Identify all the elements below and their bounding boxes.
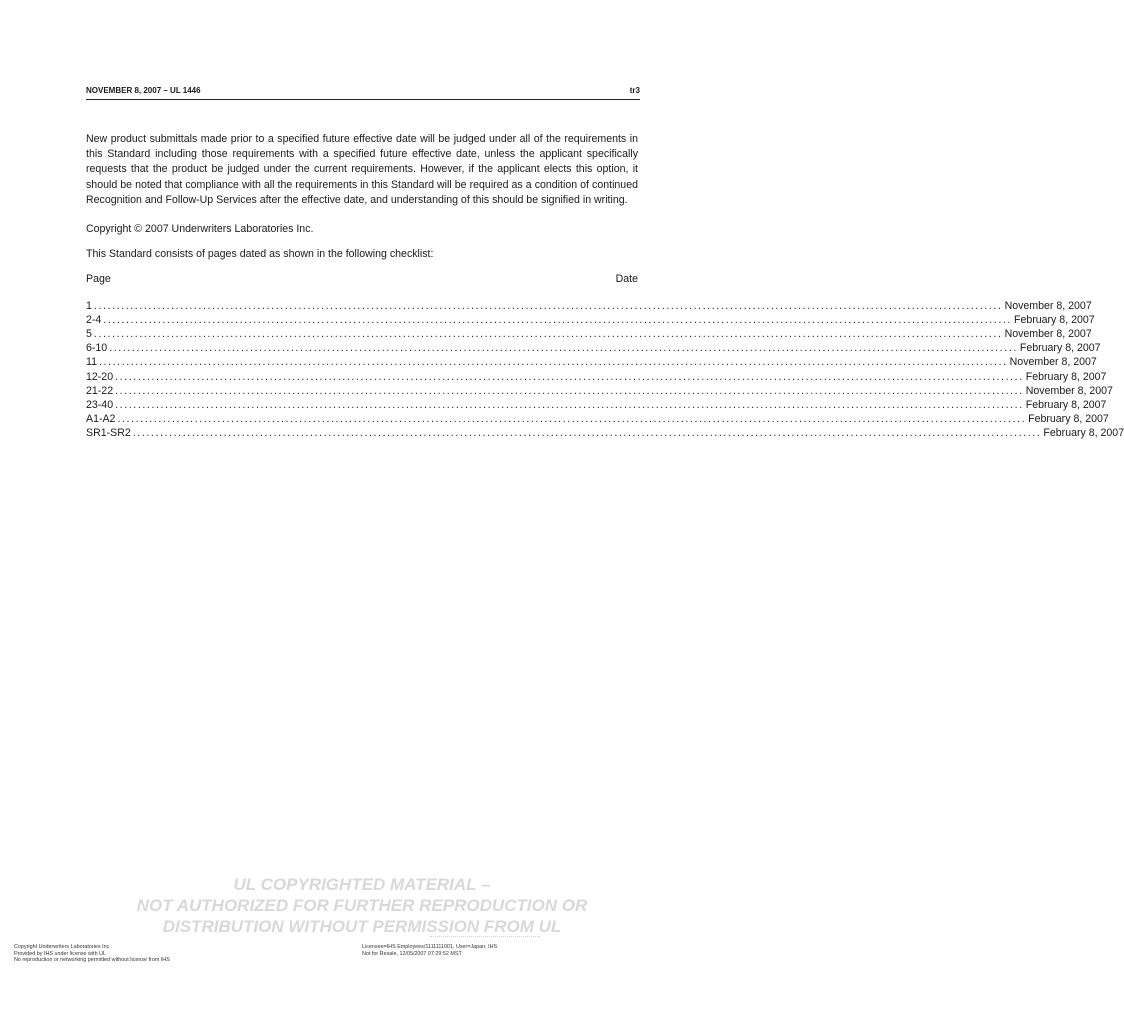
checklist-col-page: Page — [86, 273, 111, 286]
leader-dots: ........................................................................................................................................................................................................ — [115, 384, 1024, 397]
checklist-page: 21-22 — [86, 384, 114, 397]
checklist-row — [86, 384, 1113, 398]
leader-dots: ........................................................................................................................................................................................................ — [115, 398, 1024, 411]
watermark-line-2: NOT AUTHORIZED FOR FURTHER REPRODUCTION OR — [136, 896, 588, 915]
checklist-page: 11 — [86, 356, 97, 369]
copyright-watermark — [0, 874, 724, 937]
checklist-intro: This Standard consists of pages dated as shown in the following checklist: — [86, 248, 434, 261]
checklist-row — [86, 355, 1097, 369]
header-date-standard: NOVEMBER 8, 2007 – UL 1446 — [86, 86, 201, 95]
footer-provider: Provided by IHS under license with UL — [14, 950, 106, 957]
checklist-page: 2-4 — [86, 313, 102, 326]
checklist-page: 12-20 — [86, 370, 114, 383]
effective-date-paragraph: New product submittals made prior to a specified future effective date will be judged under all of the requirements in this Standard including those requirements with a specified future effective date, unless the applicant specifically requests that the product be judged under the current requirements. However, if the applicant elects this option, it should be noted that compliance with all the requirements in this Standard will be required as a condition of continued Recognition and Follow-Up Services after the effective date, and understanding of this should be signified in writing. — [86, 133, 638, 206]
leader-dots: ........................................................................................................................................................................................................ — [109, 342, 1018, 355]
checklist-page: A1-A2 — [86, 413, 116, 426]
footer-no-reproduction: No reproduction or networking permitted without license from IHS — [14, 957, 170, 964]
leader-dots: ........................................................................................................................................................................................................ — [103, 313, 1012, 326]
checklist-date: February 8, 2007 — [1025, 370, 1107, 383]
copyright-line: Copyright © 2007 Underwriters Laboratories Inc. — [86, 223, 314, 236]
header-page-number: tr3 — [629, 86, 640, 95]
checklist-date: February 8, 2007 — [1043, 427, 1124, 440]
footer-license-left — [14, 944, 170, 964]
leader-dots: ........................................................................................................................................................................................................ — [93, 299, 1003, 312]
checklist-date: February 8, 2007 — [1013, 313, 1095, 326]
checklist — [86, 299, 1124, 441]
checklist-date: February 8, 2007 — [1019, 342, 1101, 355]
leader-dots: ........................................................................................................................................................................................................ — [117, 413, 1027, 426]
checklist-row — [86, 327, 1092, 341]
checklist-row — [86, 313, 1095, 327]
footer-licensee: Licensee=IHS Employees/1111111001, User=Japan, IHS — [362, 944, 498, 950]
page-body — [86, 132, 1124, 441]
checklist-date: November 8, 2007 — [1009, 356, 1097, 369]
checklist-row — [86, 299, 1092, 313]
watermark-line-3: DISTRIBUTION WITHOUT PERMISSION FROM UL — [162, 917, 562, 936]
checklist-col-date: Date — [615, 273, 638, 286]
checklist-row — [86, 370, 1107, 384]
checklist-date: February 8, 2007 — [1025, 398, 1107, 411]
checklist-page: 5 — [86, 328, 92, 340]
footer-not-for-resale: Not for Resale, 12/05/2007 07:29:52 MST — [362, 950, 462, 957]
leader-dots: ........................................................................................................................................................................................................ — [99, 356, 1008, 369]
footer-license-right — [362, 944, 497, 957]
checklist-page: 1 — [86, 299, 92, 312]
leader-dots: ........................................................................................................................................................................................................ — [93, 328, 1003, 340]
checklist-row — [86, 426, 1124, 440]
watermark-line-1: UL COPYRIGHTED MATERIAL – — [233, 875, 491, 894]
checklist-date: November 8, 2007 — [1004, 299, 1092, 312]
checklist-page: SR1-SR2 — [86, 427, 131, 440]
checklist-date: November 8, 2007 — [1025, 384, 1113, 397]
checklist-row — [86, 398, 1107, 412]
checklist-page: 23-40 — [86, 398, 114, 411]
leader-dots: ........................................................................................................................................................................................................ — [115, 370, 1024, 383]
checklist-page: 6-10 — [86, 342, 108, 355]
checklist-date: November 8, 2007 — [1004, 328, 1092, 340]
running-header — [86, 85, 640, 100]
footer-copyright: Copyright Underwriters Laboratories Inc. — [14, 944, 111, 950]
watermark-dotted-rule — [430, 936, 540, 939]
checklist-row — [86, 412, 1109, 426]
leader-dots: ........................................................................................................................................................................................................ — [132, 427, 1042, 440]
checklist-date: February 8, 2007 — [1028, 413, 1109, 426]
checklist-header — [86, 272, 638, 287]
checklist-row — [86, 341, 1101, 355]
